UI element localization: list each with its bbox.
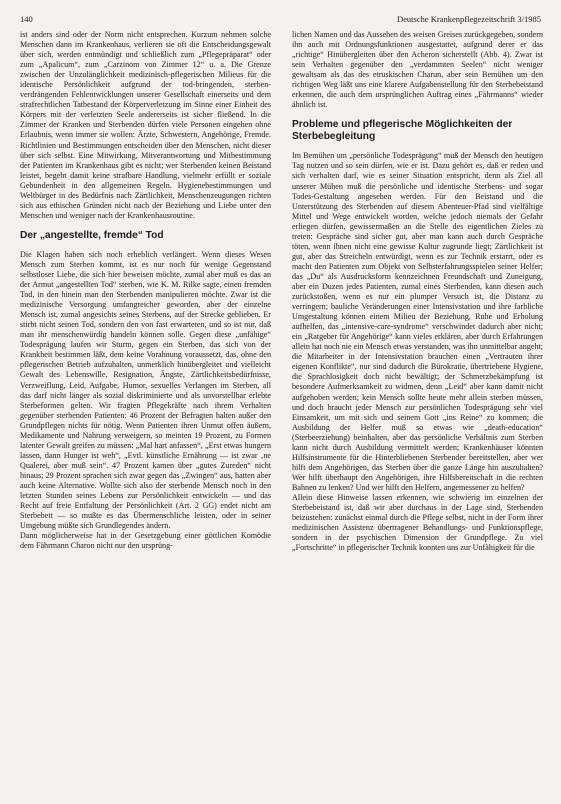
left-column — [20, 30, 271, 796]
body-paragraph: Im Bemühen um „persönliche Todesprägung“ muß der Mensch den heutigen Tag nutzen und so sein dürfen, wie er ist. Dazu gehört es, daß er reden und sich verhalten darf, wie es seiner Situation entspricht, denn als Ziel all unserer Mühen muß die persönliche und identische Sterbens- und sogar Todes-Gestaltung angesehen werden. Für den Beistand und die Unterstützung des Sterbenden auf diesem Abenteuer-Pfad sind vielfältige Mittel und Wege entwickelt worden, welche jedoch niemals der Gefahr erliegen dürfen, gewissermaßen an die Stelle des eigentlichen Zieles zu treten: Gespräche sind sicher gut, aber man kann auch durch Gespräche töten, wenn ihnen nicht eine gewisse Kultur zugrunde liegt; Zärtlichkeit ist gut, aber das Streicheln entwürdigt, wenn es zur Technik erstarrt, oder es macht den Patienten zum Objekt von Selbsterfahrungsspielen seiner Helfer; das „Du“ als Ausdrucksform kennzeichnen Freundschaft und Zuneigung, aber ein Duzen jedes Patienten, zumal eines Sterbenden, kann diesen auch zurückstoßen, wenn es nur ein plumper Versuch ist, die Distanz zu verringern; bauliche Veränderungen einer Intensivstation und ihre farbliche Umgestaltung können einem Milieu der Beziehung, Ruhe und Erholung aufhelfen, das „intensive-care-syndrome“ verschwindet dadurch aber nicht; ein „Ratgeber für Angehörige“ kann vieles erklären, aber durch Erfahrungen allein hat noch nie ein Mensch etwas verstanden, was ihn unmittelbar angeht; die Mitarbeiter in der Intensivstation brauchen einen „Vertrauten ihrer eigenen Konflikte“, nur sind dadurch die Bürokratie, übertriebene Hygiene, die Sprachlosigkeit doch nicht bewältigt; der Schmerzbekämpfung ist besondere Aufmerksamkeit zu widmen, denn „Leid“ aber kann damit nicht aufgehoben werden; kein Mensch sollte heute mehr allein sterben müssen, und doch braucht jeder Mensch zur persönlichen Todesprägung sehr viel Einsamkeit, um mit sich und seinem Gott „ins Reine“ zu kommen; die Ausbildung der Helfer muß so etwas wie „death-education“ (Sterbeerziehung) beinhalten, aber das persönliche Verhältnis zum Sterben kann nicht durch Ausbildung vermittelt werden; Krankenhäuser könnten Hilfsinstrumente für die Hinterbliebenen Sterbender bereitstellen, aber wer hilft dem Angehörigen, das Sterben über die ganze Länge hin auszuhalten? Wer hilft überhaupt den Angehörigen, ihre Hilfsbereitschaft in die rechten Bahnen zu lenken? Und wer hilft den Helfern, angemessener zu helfen? — [292, 151, 543, 492]
running-title: Deutsche Krankenpflegezeitschrift 3/1985 — [397, 14, 541, 24]
section-heading: Der „angestellte, fremde“ Tod — [20, 229, 164, 241]
page-number: 140 — [20, 14, 33, 24]
body-paragraph: Allein diese Hinweise lassen erkennen, wie schwierig im einzelnen der Sterbebeistand ist, daß wir aber durchaus in der Lage sind, Sterbenden beizustehen: zunächst einmal durch die Pflege selbst, nicht in der Form ihrer medizinischen Assistenz übertragener Behandlungs- und Funktionspflege, sondern in der psychischen Dimension der Grundpflege. Zu viel „Fortschritte“ in pflegerischer Technik konnten uns zur Unfähigkeit für die — [292, 492, 543, 553]
page-header — [20, 12, 541, 26]
body-paragraph: Die Klagen haben sich noch erheblich verlängert. Wenn dieses Wesen Mensch zum Sterben kommt, ist es nur noch für wenige Gegenstand selbstloser Liebe, die sich hier beweisen möchte, zumal aber muß es das an der Armut „angestellten Tod“ sterben, wie K. M. Rilke sagte, einen fremden Tod, in den hinein man den Sterbenden manipulieren möchte. Zwar ist die medizinische Versorgung umfangreicher geworden, aber der einzelne Mensch ist, zumal angesichts seines Sterbens, auf der Strecke geblieben. Er stirbt nicht seinen Tod, sondern den von fast erwarteten, und so ist nur, daß man ihr menschenwürdig handeln können solle. Gegen diese „unfähige“ Todesprägung laufen wir Sturm, gegen ein Sterben, das sich von der Krankheit bestimmen läßt, dem keine Vorahnung voraussetzt, das, ohne den pflegerischen Betrieb aufzuhalten, unmerklich hinübergleitet und vielleicht Gewalt des Lebenswille, Resignation, Ängste, Zärtlichkeitsbedürfnisse, Verzweiflung, Leid, Aufgabe, Humor, sexuelles Verlangen im Sterben, all das darf nicht länger als sozial diskriminierte und als unvorstellbar erlebte Sterbeformen gelten. Wir fragten Pflegekräfte nach ihrem Verhalten gegenüber sterbenden Patienten: 46 Prozent der Befragten halten außer den Grundpflegen nichts für nötig. Wenn Patienten ihren Unmut offen äußern, Medikamente und Nahrung verweigern, so meinten 19 Prozent, zu Formen latenter Gewalt greifen zu müssen: „Mal hart anfassen“, „Erst etwas hungern lassen, dann Hunger ist weh“, „Evtl. künstliche Ernährung — ist zwar ‚ne Qualerei, aber muß sein“. 47 Prozent kamen über „gutes Zureden“ nicht hinaus; 29 Prozent sprachen sich zwar gegen das „Zwingen“ aus, hatten aber auch keine Alternative. Wollte sich also der sterbende Mensch noch in den letzten Stunden seines Lebens zur Persönlichkeit entwickeln — und das Recht auf freie Entfaltung der Persönlichkeit (Art. 2 GG) endet nicht am Sterbebett — so mußte es das Übermenschliche leisten, oder in seiner Umgebung müßte sich Grundlegendes ändern. — [20, 249, 271, 531]
right-column — [292, 30, 543, 796]
section-heading: Probleme und pflegerische Möglichkeiten der Sterbebegleitung — [292, 119, 513, 143]
body-paragraph: ist anders sind oder der Norm nicht entsprechen. Kurzum nehmen solche Menschen dann im Krankenhaus, verlieren sie oft die Entscheidungsgewalt über sich, werden entmündigt und schließlich zum „Pflegepräparat“ oder zum „Apalicum“, zum „Carzinom von Zimmer 12“ u. a. Die Grenze zwischen der Unzulänglichkeit medizinisch-pflegerischen Milieus für die identische Persönlichkeit aufgrund der tod-bringenden, sterben-verdrängenden Fehlentwicklungen unserer Gesellschaft einerseits und dem strafrechtlichen Tatbestand der Körperverletzung im Sinne einer Einheit des Körpers mit der verletzten Seele andererseits ist sicher fließend. In die Zimmer der Kranken und Sterbenden dürfen viele Personen eingehen ohne Erlaubnis, wenn immer sie wollen: Ärzte, Schwestern, Angehörige, Fremde. Richtlinien und Bestimmungen entscheiden über den Menschen, nicht dieser über sich selbst. Eine Mitwirkung, Mitverantwortung und Mitbestimmung der Patienten im Krankenhaus gibt es nicht; wer Sterbenden keinen Beistand leistet, begeht damit keine strafbare Handlung, vielmehr erfüllt er soziale Gebundenheit in den allgemeinen Regeln. Hygienebestimmungen und Weltbürger in des Bedürfnis nach Zärtlichkeit, Menschenzeugungen richten sich aus ethischen Gründen nicht nach der Beziehung und Liebe unter den Menschen und weniger nach der Krankenhausroutine. — [20, 30, 271, 220]
body-paragraph: lichen Namen und das Aussehen des weisen Greises zurückgegeben, sondern ihn auch mit Ordnungsfunktionen ausgestattet, aufgrund derer er das „richtige“ Hinübergleiten über den Acheron sicherstellt (Abb. 4). Zwar ist sein Verhalten gegenüber den „verdammten Seelen“ nicht weniger gewaltsam als das des etruskischen Charun, aber sein Bemühen um den richtigen Weg läßt uns eine klarere Aufgabenstellung für den Sterbebeistand erkennen, die auch dem ursprünglichen Auftrag eines „Fährmanns“ wieder ähnlich ist. — [292, 30, 543, 110]
body-paragraph: Dann möglicherweise hat in der Gesetzgebung einer göttlichen Komödie dem Fährmann Charon nicht nur den ursprüng- — [20, 531, 271, 551]
